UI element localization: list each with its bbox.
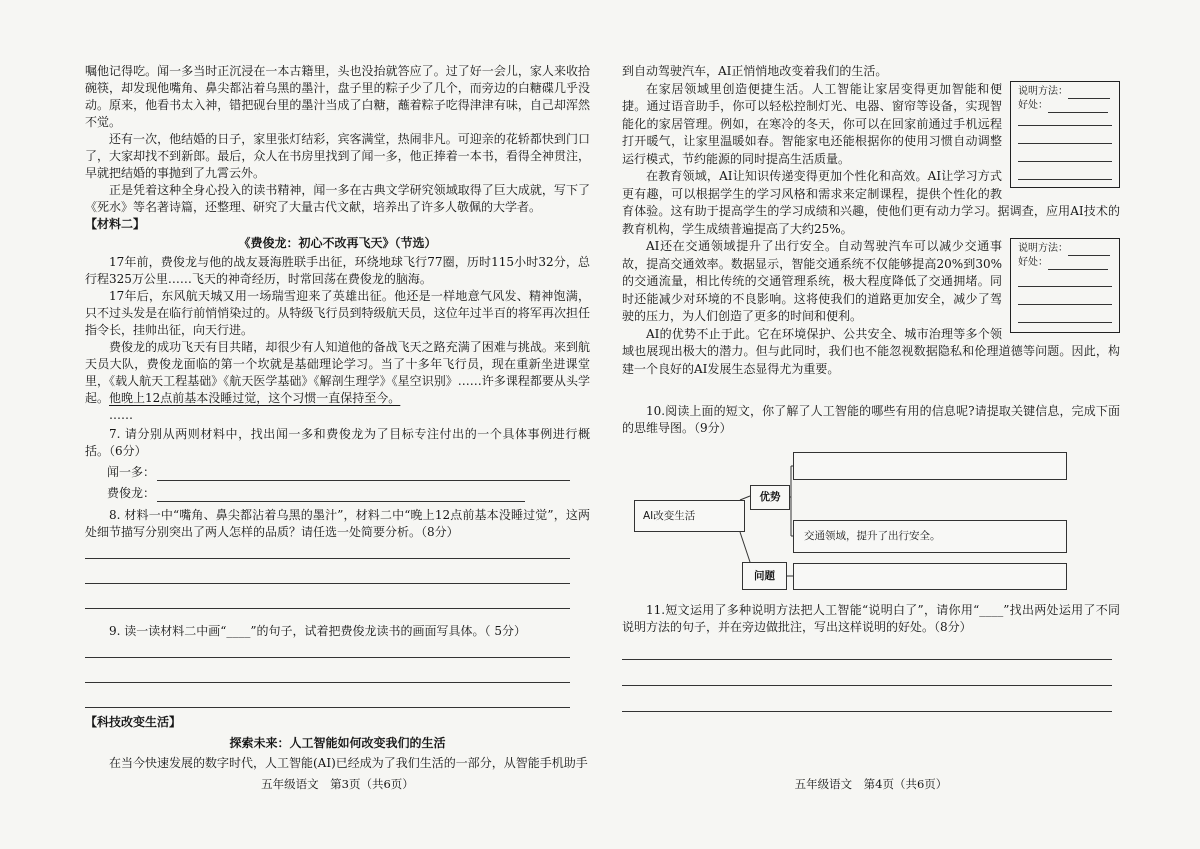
ellipsis: …… <box>109 408 133 422</box>
annotation-benefit-label: 好处： <box>1018 99 1048 111</box>
mind-map-advantage-traffic: 交通领域，提升了出行安全。 <box>793 520 1067 553</box>
page-footer-right: 五年级语文 第4页（共6页） <box>794 777 948 791</box>
annotation-line <box>1018 305 1112 323</box>
question-10 <box>622 403 1120 437</box>
annotation-line <box>1018 126 1112 144</box>
answer-line <box>157 488 525 502</box>
material2-paragraph-text: 费俊龙的成功飞天有目共睹，却很少有人知道他的备战飞天之路充满了困难与挑战。来到航天员大队，费俊龙面临的第一个坎就是基础理论学习。当了十多年飞行员，现在重新坐进课堂里，《载人航天工程基础》《航天医学基础》《解剖生理学》《星空识别》……许多课程都要从头学起。 <box>85 340 590 405</box>
mind-map <box>622 448 1082 594</box>
material2-title: 《费俊龙：初心不改再飞天》（节选） <box>238 236 437 250</box>
underlined-sentence: 他晚上12点前基本没睡过觉，这个习惯一直保持至今。 <box>109 391 401 405</box>
answer-label: 闻一多： <box>107 465 156 479</box>
annotation-blank <box>1068 88 1110 99</box>
annotation-line <box>1018 287 1112 305</box>
page-footer-left: 五年级语文 第3页（共6页） <box>261 777 414 791</box>
annotation-benefit-label: 好处： <box>1018 257 1048 268</box>
answer-lines <box>85 633 570 708</box>
mind-map-branch-problem: 问题 <box>742 562 787 590</box>
answer-line <box>85 584 570 609</box>
answer-line <box>85 559 570 584</box>
mind-map-root: AI改变生活 <box>634 500 745 532</box>
answer-line <box>85 658 570 683</box>
traffic-paragraph: AI还在交通领域提升了出行安全。自动驾驶汽车可以减少交通事故，提高交通效率。数据显示，智能交通系统不仅能够提高20%到30%的交通流量，相比传统的交通管理系统，极大程度降低了交通拥堵。同时还能减少对环境的不良影响。这将使我们的道路更加安全，减少了驾驶的压力，为人们创造了更多的时间和便利。 <box>622 239 1002 323</box>
annotation-method-label: 说明方法： <box>1018 85 1068 97</box>
connector-root-problem <box>740 532 750 562</box>
annotation-lines <box>1018 269 1112 323</box>
section-title: 探索未来：人工智能如何改变我们的生活 <box>229 736 446 750</box>
answer-line <box>622 686 1112 712</box>
annotation-method-label: 说明方法： <box>1018 243 1068 254</box>
home-paragraph: 在家居领域里创造便捷生活。人工智能让家居变得更加智能和便捷。通过语音助手，你可以轻松控制灯光、电器、窗帘等设备，实现智能化的家居管理。例如，在寒冷的冬天，你可以在回家前通过手机远程打开暖气，让家里温暖如春。智能家电还能根据你的使用习惯自动调整运行模式，节约能源的同时提高生活质量。 <box>622 81 1002 166</box>
section-paragraph-start: 在当今快速发展的数字时代，人工智能(AI)已经成为了我们生活的一部分，从智能手机助手 <box>109 756 588 770</box>
paragraph-continuation: 到自动驾驶汽车，AI正悄悄地改变着我们的生活。 <box>622 64 888 78</box>
material1-paragraph: 正是凭着这种全身心投入的读书精神，闻一多在古典文学研究领域取得了巨大成就，写下了《死水》等名著诗篇，还整理、研究了大量古代文献，培养出了许多人敬佩的大学者。 <box>85 183 590 214</box>
answer-line <box>622 634 1112 660</box>
question-9-text: 9. 读一读材料二中画“____”的句子，试着把费俊龙读书的画面写具体。（ 5分） <box>109 624 526 638</box>
annotation-method-row <box>1018 85 1113 99</box>
answer-row-fei-junlong <box>85 481 525 502</box>
annotation-line <box>1018 108 1112 126</box>
answer-lines <box>622 634 1112 712</box>
annotation-line <box>1018 269 1112 287</box>
question-10-text: 10.阅读上面的短文，你了解了人工智能的哪些有用的信息呢?请提取关键信息，完成下面的思维导图。（9分） <box>622 404 1120 435</box>
question-7-text: 7. 请分别从两则材料中，找出闻一多和费俊龙为了目标专注付出的一个具体事例进行概括。（6分） <box>85 427 590 458</box>
education-paragraph: 在教育领域，AI让知识传递变得更加个性化和高效。AI让学习方式更有趣，可以根据学生的学习风格和需求来定制课程，提供个性化的教育体验。这有助于提高学生的学习成绩和兴趣，使他们更有动力学习。据调查，应用AI技术的教育机构，学生成绩普遍提高了大约25%。 <box>622 169 1120 236</box>
left-page-reading <box>85 63 590 424</box>
answer-line <box>85 683 570 708</box>
answer-lines <box>85 534 570 609</box>
question-8-text: 8. 材料一中“嘴角、鼻尖都沾着乌黑的墨汁”，材料二中“晚上12点前基本没睡过觉”，这两处细节描写分别突出了两人怎样的品质？请任选一处简要分析。（8分） <box>85 508 590 539</box>
right-page-reading <box>622 63 1120 378</box>
answer-label: 费俊龙： <box>107 486 156 500</box>
question-7 <box>85 426 590 502</box>
question-9 <box>85 623 590 708</box>
material2-label: 【材料二】 <box>85 217 146 231</box>
mind-map-branch-advantage: 优势 <box>750 485 790 510</box>
annotation-box <box>1010 238 1120 333</box>
annotation-blank <box>1068 245 1110 256</box>
question-11-text: 11.短文运用了多种说明方法把人工智能“说明白了”，请你用“____”找出两处运用了不同说明方法的句子，并在旁边做批注，写出这样说明的好处。（8分） <box>622 603 1120 634</box>
annotation-box <box>1010 81 1120 188</box>
annotation-lines <box>1018 108 1112 180</box>
section-label: 【科技改变生活】 <box>85 715 182 729</box>
answer-line <box>157 467 570 481</box>
tech-section <box>85 714 590 772</box>
annotation-line <box>1018 162 1112 180</box>
mind-map-problem-blank <box>793 563 1067 590</box>
mind-map-advantage-blank <box>793 452 1067 480</box>
material1-paragraph: 还有一次，他结婚的日子，家里张灯结彩，宾客满堂，热闹非凡。可迎亲的花轿都快到门口了，大家却找不到新郎。最后，众人在书房里找到了闻一多，他正捧着一本书，看得全神贯注，早就把结婚的事抛到了九霄云外。 <box>85 132 590 180</box>
material2-paragraph <box>85 339 590 407</box>
answer-row-wen-yiduo <box>85 460 570 481</box>
annotation-benefit-row <box>1018 256 1113 270</box>
question-11 <box>622 602 1120 712</box>
material2-paragraph: 17年后，东风航天城又用一场瑞雪迎来了英雄出征。他还是一样地意气风发、精神饱满，只不过头发是在临行前悄悄染过的。从特级飞行员到特级航天员，这位年过半百的将军再次担任指令长，挂帅出征，向天行进。 <box>85 289 590 337</box>
material1-paragraph: 嘱他记得吃。闻一多当时正沉浸在一本古籍里，头也没抬就答应了。过了好一会儿，家人来收拾碗筷，却发现他嘴角、鼻尖都沾着乌黑的墨汁，盘子里的粽子少了几个，而旁边的白糖碟几乎没动。原来，他看书太入神，错把砚台里的墨汁当成了白糖，蘸着粽子吃得津津有味，自己却浑然不觉。 <box>85 64 590 129</box>
annotation-line <box>1018 144 1112 162</box>
annotation-method-row <box>1018 242 1113 256</box>
advantage-paragraph: AI的优势不止于此。它在环境保护、公共安全、城市治理等多个领域也展现出极大的潜力。但与此同时，我们也不能忽视数据隐私和伦理道德等问题。因此，构建一个良好的AI发展生态显得尤为重要。 <box>622 326 1120 376</box>
answer-line <box>622 660 1112 686</box>
question-8 <box>85 507 590 609</box>
material2-paragraph: 17年前，费俊龙与他的战友聂海胜联手出征，环绕地球飞行77圈，历时115小时32分，总行程325万公里……飞天的神奇经历，时常回荡在费俊龙的脑海。 <box>85 255 590 286</box>
